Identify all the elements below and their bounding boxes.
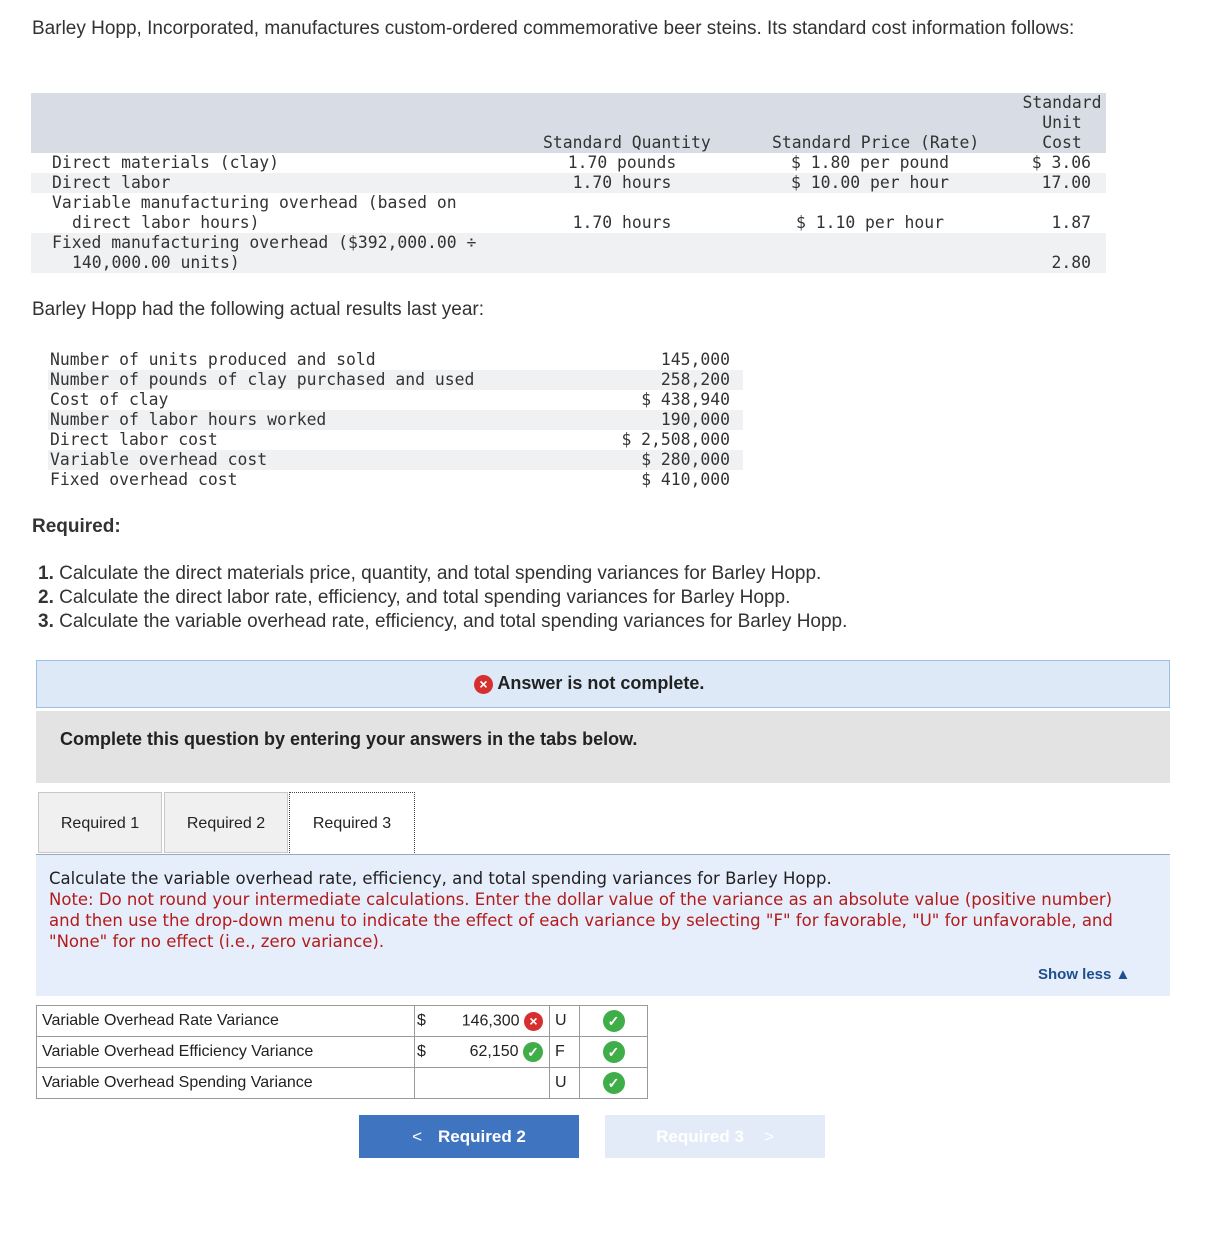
actual-row-value: 145,000 bbox=[660, 350, 730, 369]
amount-input[interactable] bbox=[445, 1037, 550, 1068]
actual-intro: Barley Hopp had the following actual results last year: bbox=[32, 299, 485, 320]
previous-button-label: Required 2 bbox=[438, 1127, 526, 1146]
actual-row-value: $ 2,508,000 bbox=[621, 430, 730, 449]
check-icon: ✓ bbox=[523, 1042, 543, 1062]
row-status bbox=[580, 1037, 648, 1068]
actual-row-value: $ 410,000 bbox=[641, 470, 730, 489]
actual-row-label: Variable overhead cost bbox=[50, 450, 268, 469]
amount-input[interactable] bbox=[445, 1006, 550, 1037]
check-icon: ✓ bbox=[603, 1010, 625, 1032]
check-icon: ✓ bbox=[603, 1072, 625, 1094]
answer-status bbox=[474, 673, 704, 694]
effect-select[interactable]: U bbox=[550, 1006, 580, 1037]
chevron-left-icon: < bbox=[412, 1127, 423, 1146]
intro-text: Barley Hopp, Incorporated, manufactures custom-ordered commemorative beer steins. Its standard cost information follows: bbox=[32, 18, 1075, 39]
std-row-price: $ 1.10 per hour bbox=[795, 213, 945, 232]
effect-select[interactable]: U bbox=[550, 1068, 580, 1099]
amount-value: 62,150 bbox=[469, 1043, 519, 1061]
std-row-price: $ 10.00 per hour bbox=[791, 173, 949, 192]
panel-text bbox=[49, 868, 1129, 952]
header-unit-cost-2: Unit bbox=[1042, 113, 1082, 132]
actual-row-value: 258,200 bbox=[660, 370, 730, 389]
header-standard-price: Standard Price (Rate) bbox=[772, 133, 980, 152]
actual-row-value: 190,000 bbox=[660, 410, 730, 429]
show-less-link[interactable]: Show less ▲ bbox=[1038, 966, 1131, 983]
tab-required-3[interactable]: Required 3 bbox=[289, 792, 415, 855]
previous-button[interactable] bbox=[359, 1115, 579, 1158]
actual-row-label: Number of labor hours worked bbox=[50, 410, 327, 429]
row-status bbox=[580, 1068, 648, 1099]
required-item: 3. Calculate the variable overhead rate, efficiency, and total spending variances for Barley Hopp. bbox=[38, 611, 848, 632]
std-row-cost: 2.80 bbox=[1051, 253, 1091, 272]
std-row-label-cont: 140,000.00 units) bbox=[72, 253, 240, 272]
next-button[interactable] bbox=[605, 1115, 825, 1158]
answer-label: Variable Overhead Spending Variance bbox=[37, 1068, 415, 1099]
header-standard-quantity: Standard Quantity bbox=[543, 133, 711, 152]
tab-required-2[interactable]: Required 2 bbox=[164, 792, 288, 853]
dollar-sign: $ bbox=[415, 1037, 445, 1068]
actual-row-value: $ 280,000 bbox=[641, 450, 730, 469]
effect-select[interactable]: F bbox=[550, 1037, 580, 1068]
std-row-label: Direct labor bbox=[52, 173, 171, 192]
actual-row-label: Number of units produced and sold bbox=[50, 350, 376, 369]
std-row-quantity: 1.70 hours bbox=[572, 213, 672, 232]
header-unit-cost-3: Cost bbox=[1042, 133, 1082, 152]
std-row-cost: 1.87 bbox=[1051, 213, 1091, 232]
std-row-cost: $ 3.06 bbox=[1031, 153, 1091, 172]
required-item: 2. Calculate the direct labor rate, efficiency, and total spending variances for Barley Hopp. bbox=[38, 587, 791, 608]
actual-row-value: $ 438,940 bbox=[641, 390, 730, 409]
table-row bbox=[37, 1068, 648, 1099]
table-row bbox=[37, 1006, 648, 1037]
panel-question: Calculate the variable overhead rate, efficiency, and total spending variances for Barley Hopp. bbox=[49, 869, 832, 888]
instruction-text: Complete this question by entering your answers in the tabs below. bbox=[60, 729, 638, 749]
std-row-quantity: 1.70 hours bbox=[572, 173, 672, 192]
actual-row-label: Cost of clay bbox=[50, 390, 169, 409]
required-heading: Required: bbox=[32, 516, 121, 537]
std-row-label: Direct materials (clay) bbox=[52, 153, 279, 172]
dollar-sign: $ bbox=[415, 1006, 445, 1037]
header-unit-cost-1: Standard bbox=[1022, 93, 1102, 112]
std-row-quantity: 1.70 pounds bbox=[567, 153, 677, 172]
std-row-label: Fixed manufacturing overhead ($392,000.00 ÷ bbox=[52, 233, 477, 252]
amount-input[interactable] bbox=[445, 1068, 550, 1099]
required-item: 1. Calculate the direct materials price, quantity, and total spending variances for Barley Hopp. bbox=[38, 563, 822, 584]
answer-status-text: Answer is not complete. bbox=[497, 673, 705, 693]
tab-required-1[interactable]: Required 1 bbox=[38, 792, 162, 853]
error-icon: × bbox=[474, 675, 493, 694]
amount-value: 146,300 bbox=[461, 1012, 520, 1030]
std-row-label: Variable manufacturing overhead (based on bbox=[52, 193, 457, 212]
next-button-label: Required 3 bbox=[656, 1127, 744, 1146]
std-row-label-cont: direct labor hours) bbox=[72, 213, 260, 232]
answer-label: Variable Overhead Rate Variance bbox=[37, 1006, 415, 1037]
answer-table bbox=[36, 1005, 648, 1099]
chevron-right-icon: > bbox=[763, 1127, 774, 1146]
actual-row-label: Fixed overhead cost bbox=[50, 470, 238, 489]
incorrect-icon: × bbox=[524, 1012, 543, 1031]
row-status bbox=[580, 1006, 648, 1037]
std-row-price: $ 1.80 per pound bbox=[791, 153, 949, 172]
actual-row-label: Number of pounds of clay purchased and used bbox=[50, 370, 475, 389]
required-list bbox=[38, 562, 847, 634]
answer-label: Variable Overhead Efficiency Variance bbox=[37, 1037, 415, 1068]
dollar-sign bbox=[415, 1068, 445, 1099]
table-row bbox=[37, 1037, 648, 1068]
std-row-cost: 17.00 bbox=[1041, 173, 1091, 192]
actual-row-label: Direct labor cost bbox=[50, 430, 218, 449]
check-icon: ✓ bbox=[603, 1041, 625, 1063]
panel-note: Note: Do not round your intermediate calculations. Enter the dollar value of the variance as an absolute value (positive number) and then use the drop-down menu to indicate the effect of each variance by selecting "F" for favorable, "U" for unfavorable, and "None" for no effect (i.e., zero variance). bbox=[49, 890, 1113, 951]
